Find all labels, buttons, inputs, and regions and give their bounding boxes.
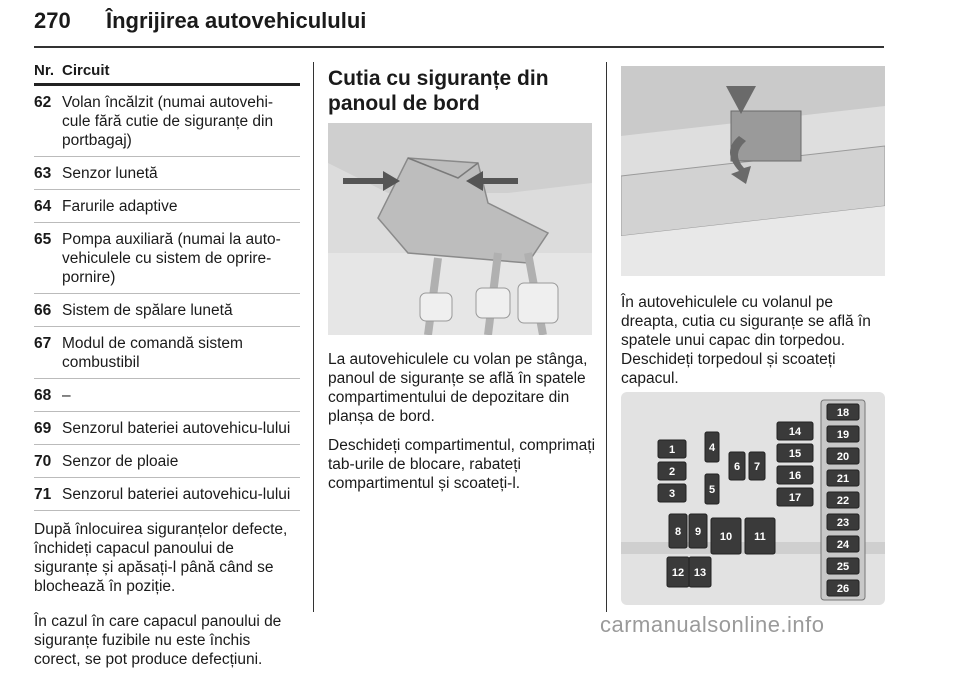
watermark: carmanualsonline.info	[600, 612, 825, 637]
fuse-slot	[777, 488, 813, 506]
fuse-slot	[827, 492, 859, 508]
paragraph: La autovehiculele cu volan pe stânga, panoul de siguranțe se află în spatele compartimentului de depozitare din planșa de bord.	[328, 351, 588, 425]
fuse-number: 70	[34, 453, 52, 470]
circuit-name: –	[62, 387, 71, 404]
fuse-number: 66	[34, 302, 52, 319]
fuse-slot	[669, 514, 687, 548]
paragraph: După înlocuirea siguranțelor defecte, închideți capacul panoului de siguranțe și apăsați-l până când se blochează în poziție.	[34, 521, 288, 595]
fuse-slot	[711, 518, 741, 554]
table-row	[34, 327, 300, 379]
fuse-label: 16	[788, 470, 802, 482]
fuse-slot	[745, 518, 775, 554]
fuse-slot	[658, 462, 686, 480]
fuse-label: 6	[733, 461, 741, 473]
fuse-label: 1	[668, 444, 676, 456]
circuit-name: Senzor de ploaie	[62, 453, 179, 470]
table-row	[34, 412, 300, 445]
fuse-label: 4	[708, 442, 716, 454]
col-nr-header: Nr.	[34, 62, 55, 79]
fuse-label: 23	[836, 517, 850, 529]
col3-text	[621, 293, 889, 388]
circuit-name: Sistem de spălare lunetă	[62, 302, 233, 319]
fuse-table-header	[34, 62, 300, 86]
fuse-label: 21	[836, 473, 850, 485]
fuse-slot	[777, 444, 813, 462]
fuse-box-diagram	[621, 392, 885, 605]
column-divider	[606, 62, 607, 612]
table-row	[34, 379, 300, 412]
fuse-slot	[827, 448, 859, 464]
fuse-slot	[667, 557, 689, 587]
section-header	[328, 66, 592, 116]
fuse-slot	[705, 432, 719, 462]
fuse-number: 71	[34, 486, 52, 503]
fuse-slot	[827, 536, 859, 552]
circuit-name: Modul de comandă sistem combustibil	[62, 335, 243, 371]
fuse-slot	[827, 404, 859, 420]
fuse-label: 14	[788, 426, 802, 438]
fuse-label: 10	[719, 531, 733, 543]
glovebox-illustration	[328, 123, 592, 335]
fuse-label: 2	[668, 466, 676, 478]
circuit-name: Senzorul bateriei autovehicu-lului	[62, 420, 291, 437]
dashboard-cover-illustration	[621, 66, 885, 276]
fuse-slot	[827, 470, 859, 486]
fuse-slot	[749, 452, 765, 480]
fuse-number: 64	[34, 198, 52, 215]
fuse-label: 18	[836, 407, 850, 419]
fuse-number: 67	[34, 335, 52, 352]
fuse-number: 65	[34, 231, 52, 248]
fuse-slot	[827, 558, 859, 574]
fuse-label: 20	[836, 451, 850, 463]
fuse-label: 13	[693, 567, 707, 579]
fuse-label: 3	[668, 488, 676, 500]
section-title	[328, 66, 592, 116]
column-divider	[313, 62, 314, 612]
table-row	[34, 86, 300, 157]
fuse-slot	[729, 452, 745, 480]
section-title-line: panoul de bord	[328, 92, 480, 115]
paragraph: Deschideți compartimentul, comprimați tab-urile de blocare, rabateți compartimentul și scoateți-l.	[328, 437, 596, 492]
fuse-slot	[705, 474, 719, 504]
circuit-name: Senzor lunetă	[62, 165, 158, 182]
fuse-label: 15	[788, 448, 802, 460]
fuse-label: 5	[708, 484, 716, 496]
table-row	[34, 294, 300, 327]
fuse-slot	[689, 557, 711, 587]
fuse-label: 19	[836, 429, 850, 441]
page-number: 270	[34, 8, 71, 33]
fuse-label: 7	[753, 461, 761, 473]
fuse-label: 25	[836, 561, 850, 573]
header-rule	[34, 46, 884, 48]
fuse-label: 11	[754, 531, 766, 543]
fuse-label: 8	[674, 526, 682, 538]
fuse-label: 24	[836, 539, 850, 551]
page-header	[34, 8, 884, 48]
table-row	[34, 445, 300, 478]
section-title-line: Cutia cu siguranțe din	[328, 67, 549, 90]
fuse-slot	[777, 422, 813, 440]
page-title: Îngrijirea autovehiculului	[106, 8, 367, 33]
circuit-name: Volan încălzit (numai autovehi-cule fără cutie de siguranțe din portbagaj)	[62, 94, 274, 149]
table-row	[34, 190, 300, 223]
fuse-label: 22	[836, 495, 850, 507]
fuse-slot	[689, 514, 707, 548]
fuse-number: 69	[34, 420, 52, 437]
fuse-slot	[777, 466, 813, 484]
table-row	[34, 157, 300, 190]
fuse-label: 26	[836, 583, 850, 595]
table-row	[34, 223, 300, 294]
circuit-name: Farurile adaptive	[62, 198, 178, 215]
fuse-label: 17	[788, 492, 802, 504]
fuse-label: 12	[671, 567, 685, 579]
fuse-number: 62	[34, 94, 52, 111]
fuse-slot	[658, 440, 686, 458]
fuse-number: 63	[34, 165, 52, 182]
col2-text	[328, 350, 596, 503]
fuse-table-column	[34, 62, 300, 684]
fuse-slot	[827, 580, 859, 596]
fuse-slot	[658, 484, 686, 502]
table-row	[34, 478, 300, 511]
fuse-table-body	[34, 86, 300, 511]
paragraph: În autovehiculele cu volanul pe dreapta, cutia cu siguranțe se află în spatele unui capac din torpedou. Deschideți torpedoul și scoateți capacul.	[621, 294, 871, 387]
circuit-name: Senzorul bateriei autovehicu-lului	[62, 486, 291, 503]
paragraph: În cazul în care capacul panoului de siguranțe fuzibile nu este închis corect, se pot produce defecțiuni.	[34, 612, 282, 668]
col-circuit-header: Circuit	[62, 62, 110, 79]
fuse-label: 9	[694, 526, 702, 538]
fuse-number: 68	[34, 387, 52, 404]
circuit-name: Pompa auxiliară (numai la auto-vehiculele cu sistem de oprire-pornire)	[62, 231, 281, 286]
fuse-slot	[827, 426, 859, 442]
fuse-slot	[827, 514, 859, 530]
